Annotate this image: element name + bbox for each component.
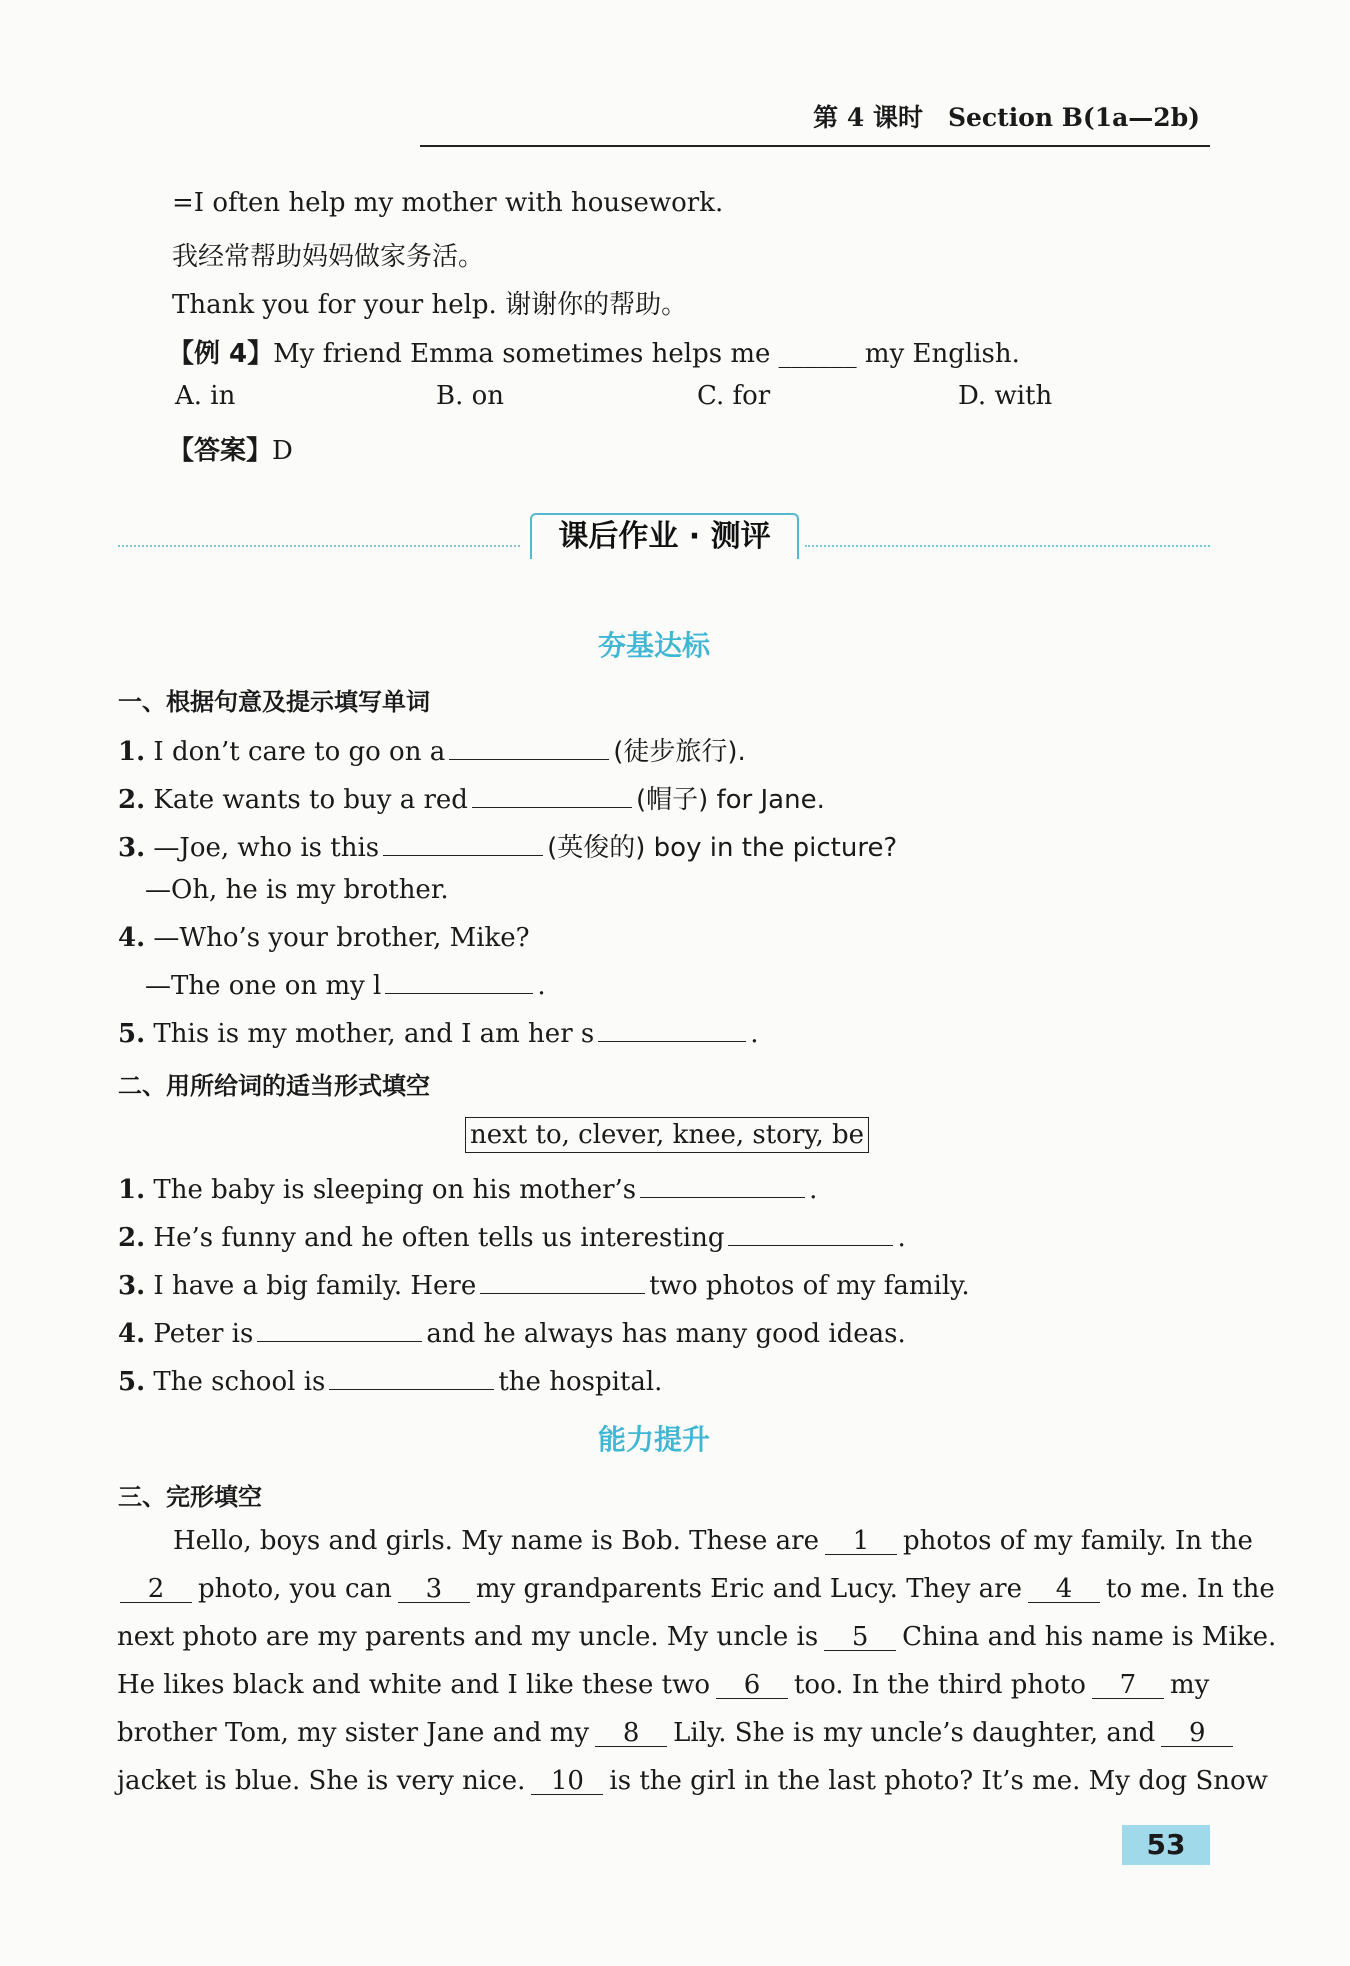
cloze-line-4: He likes black and white and I like these two 6 too. In the third photo 7 my: [117, 1670, 1210, 1700]
homework-banner: 课后作业 · 测评: [530, 513, 799, 559]
answer-blank[interactable]: [385, 971, 533, 994]
example-text: My friend Emma sometimes helps me ______ my English.: [273, 339, 1020, 369]
page-number: 53: [1122, 1825, 1210, 1865]
cloze-blank[interactable]: 10: [531, 1768, 603, 1795]
cloze-line-5: brother Tom, my sister Jane and my 8 Lily. She is my uncle’s daughter, and 9: [117, 1718, 1239, 1748]
lesson-header: 第 4 课时 Section B(1a—2b): [813, 103, 1200, 132]
cloze-blank[interactable]: 4: [1028, 1576, 1100, 1603]
cloze-line-1: Hello, boys and girls. My name is Bob. These are 1 photos of my family. In the: [173, 1526, 1253, 1556]
p1-item-1: 1. I don’t care to go on a (徒步旅行).: [118, 737, 746, 767]
section-title-ability: 能力提升: [598, 1423, 711, 1456]
answer-blank[interactable]: [598, 1019, 746, 1042]
cloze-line-3: next photo are my parents and my uncle. My uncle is 5 China and his name is Mike.: [117, 1622, 1277, 1652]
cloze-line-2: 2 photo, you can 3 my grandparents Eric and Lucy. They are 4 to me. In the: [114, 1574, 1275, 1604]
cloze-blank[interactable]: 3: [398, 1576, 470, 1603]
answer-line: [168, 430, 293, 467]
answer-blank[interactable]: [728, 1223, 893, 1246]
option-a: A. in: [175, 381, 236, 411]
p1-item-2: 2. Kate wants to buy a red (帽子) for Jane.: [118, 785, 825, 815]
part-1-title: 一、根据句意及提示填写单词: [118, 688, 430, 716]
example-4: [168, 333, 1020, 370]
answer-blank[interactable]: [257, 1319, 422, 1342]
banner-dotted-line-left: [118, 545, 520, 547]
cloze-blank[interactable]: 1: [825, 1528, 897, 1555]
example-label: 【例 4】: [168, 339, 274, 369]
cloze-blank[interactable]: 8: [595, 1720, 667, 1747]
p2-item-3: 3. I have a big family. Here two photos of my family.: [118, 1271, 970, 1301]
p2-item-5: 5. The school is the hospital.: [118, 1367, 663, 1397]
cloze-blank[interactable]: 9: [1161, 1720, 1233, 1747]
cloze-line-6: jacket is blue. She is very nice. 10 is the girl in the last photo? It’s me. My dog Snow: [117, 1766, 1268, 1796]
p1-item-4-reply: —The one on my l .: [145, 971, 546, 1001]
p2-item-1: 1. The baby is sleeping on his mother’s .: [118, 1175, 818, 1205]
option-b: B. on: [436, 381, 505, 411]
answer-blank[interactable]: [449, 737, 609, 760]
part-2-title: 二、用所给词的适当形式填空: [118, 1072, 430, 1100]
cloze-blank[interactable]: 7: [1092, 1672, 1164, 1699]
banner-dotted-line-right: [805, 545, 1210, 547]
answer-blank[interactable]: [472, 785, 632, 808]
header-rule: [420, 145, 1210, 147]
word-box: next to, clever, knee, story, be: [465, 1117, 869, 1153]
note-line-3: Thank you for your help. 谢谢你的帮助。: [172, 290, 688, 320]
cloze-blank[interactable]: 6: [716, 1672, 788, 1699]
p2-item-2: 2. He’s funny and he often tells us interesting .: [118, 1223, 906, 1253]
cloze-blank[interactable]: 5: [824, 1624, 896, 1651]
part-3-title: 三、完形填空: [118, 1483, 262, 1511]
cloze-blank[interactable]: 2: [120, 1576, 192, 1603]
answer-blank[interactable]: [329, 1367, 494, 1390]
answer-value: D: [272, 436, 293, 466]
note-line-2: 我经常帮助妈妈做家务活。: [172, 242, 485, 272]
option-d: D. with: [958, 381, 1053, 411]
section-title-basic: 夯基达标: [598, 629, 711, 662]
option-c: C. for: [697, 381, 771, 411]
answer-label: 【答案】: [168, 436, 273, 466]
answer-blank[interactable]: [480, 1271, 645, 1294]
p1-item-3-reply: —Oh, he is my brother.: [145, 875, 449, 905]
p1-item-3: 3. —Joe, who is this (英俊的) boy in the picture?: [118, 833, 898, 863]
p1-item-4: 4. —Who’s your brother, Mike?: [118, 923, 530, 953]
note-line-1: =I often help my mother with housework.: [172, 188, 724, 218]
answer-blank[interactable]: [383, 833, 543, 856]
p1-item-5: 5. This is my mother, and I am her s .: [118, 1019, 759, 1049]
answer-blank[interactable]: [640, 1175, 805, 1198]
p2-item-4: 4. Peter is and he always has many good ideas.: [118, 1319, 906, 1349]
